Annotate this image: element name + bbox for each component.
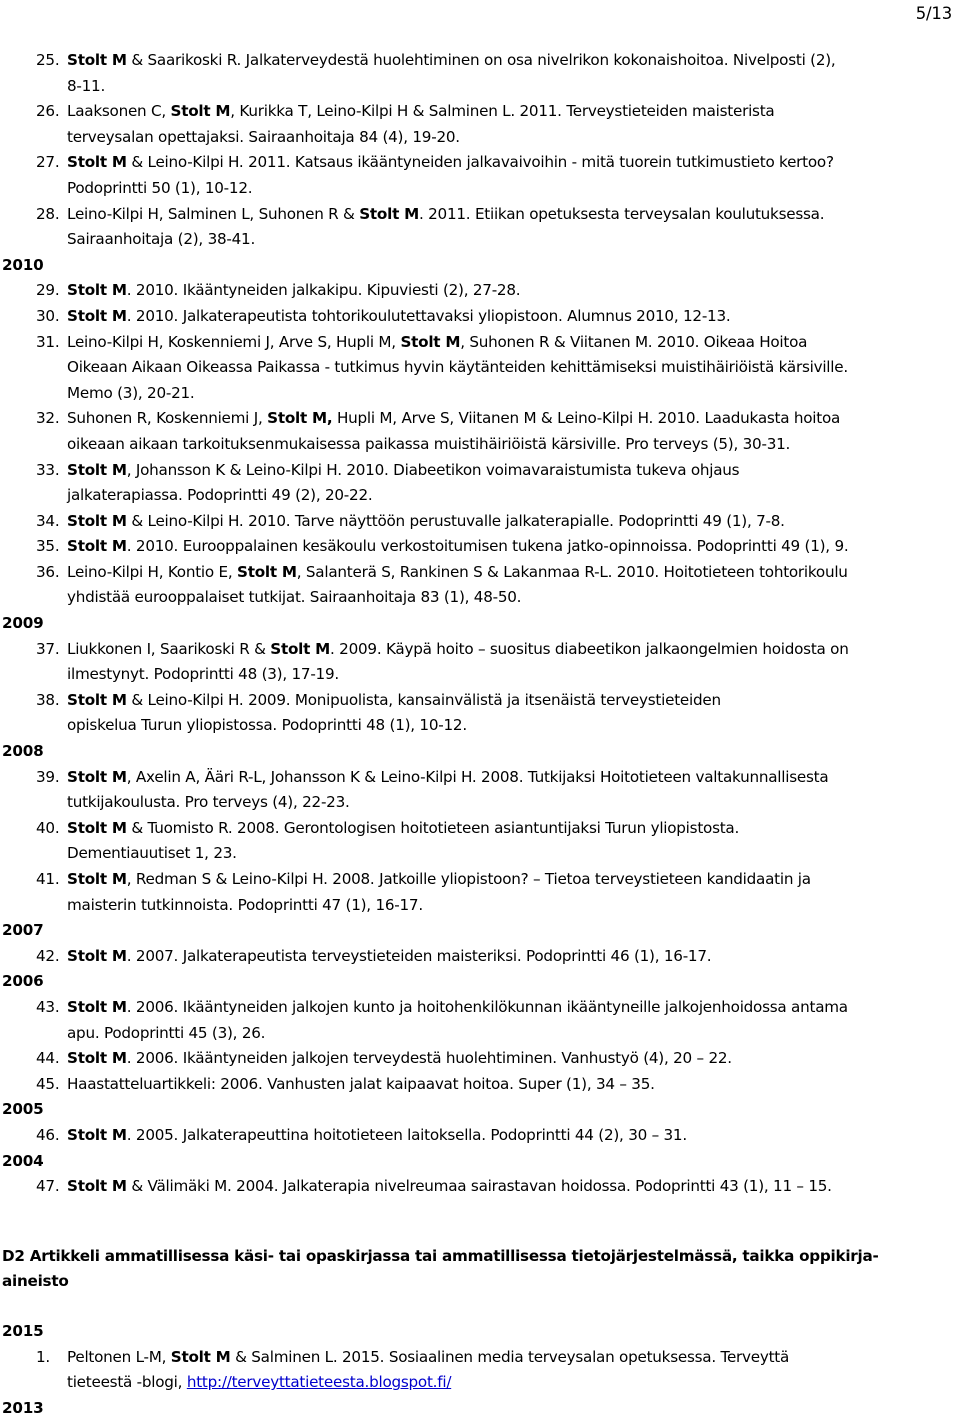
author-highlight: Stolt M [67, 818, 127, 837]
entry-text: maisterin tutkinnoista. Podoprintti 47 (1), 16-17. [67, 895, 423, 914]
author-highlight: Stolt M [67, 537, 127, 556]
entry-text: & Salminen L. 2015. Sosiaalinen media terveysalan opetuksessa. Terveyttä [230, 1347, 790, 1366]
entry-text: Suhonen R, Koskenniemi J, [67, 409, 268, 428]
author-highlight: Stolt M [67, 997, 127, 1016]
author-highlight: Stolt M [67, 690, 127, 709]
entry-number: 28. [36, 204, 60, 223]
entry-line [67, 662, 960, 688]
publication-entry [0, 534, 960, 560]
entry-text: Laaksonen C, [67, 102, 171, 121]
author-highlight: Stolt M, [267, 409, 333, 428]
entry-line [67, 432, 960, 458]
entry-number: 27. [36, 153, 60, 172]
entry-number: 30. [36, 306, 60, 325]
year-heading: 2015 [2, 1321, 44, 1340]
entry-text: & Leino-Kilpi H. 2011. Katsaus ikääntyneiden jalkavaivoihin - mitä tuorein tutkimustieto kertoo? [126, 153, 834, 172]
entry-number: 40. [36, 818, 60, 837]
author-highlight: Stolt M [67, 511, 127, 530]
entry-number: 44. [36, 1049, 60, 1068]
author-highlight: Stolt M [400, 332, 461, 351]
entry-line [67, 150, 960, 176]
entry-number: 25. [36, 51, 60, 69]
entry-line [67, 1072, 960, 1098]
entry-line [67, 355, 960, 381]
entry-line [67, 48, 960, 74]
entry-text: & Saarikoski R. Jalkaterveydestä huolehtiminen on osa nivelrikon kokonaishoitoa. Nivelposti (2), [126, 51, 836, 69]
entry-text: Peltonen L-M, [67, 1347, 171, 1366]
entry-text: Leino-Kilpi H, Kontio E, [67, 562, 238, 581]
entry-text: Sairaanhoitaja (2), 38-41. [67, 230, 256, 249]
entry-line [67, 790, 960, 816]
author-highlight: Stolt M [359, 204, 419, 223]
entry-line [67, 1174, 960, 1200]
author-highlight: Stolt M [270, 639, 331, 658]
entry-line [67, 406, 960, 432]
entry-text: . 2010. Ikääntyneiden jalkakipu. Kipuviesti (2), 27-28. [126, 281, 521, 300]
entry-number: 43. [36, 997, 60, 1016]
entry-text: . 2006. Ikääntyneiden jalkojen kunto ja hoitohenkilökunnan ikääntyneille jalkojenhoidossa antama [126, 997, 848, 1016]
author-highlight: Stolt M [170, 1347, 231, 1366]
author-highlight: Stolt M [67, 460, 127, 479]
entry-text: & Leino-Kilpi H. 2009. Monipuolista, kansainvälistä ja itsenäistä terveystieteiden [126, 690, 721, 709]
entry-number: 36. [36, 562, 60, 581]
entry-text: apu. Podoprintti 45 (3), 26. [67, 1023, 266, 1042]
page-number: 5/13 [915, 4, 952, 23]
entry-text: & Välimäki M. 2004. Jalkaterapia nivelreumaa sairastavan hoidossa. Podoprintti 43 (1), 11 – 15. [126, 1177, 832, 1196]
author-highlight: Stolt M [67, 767, 127, 786]
entry-text: . 2005. Jalkaterapeuttina hoitotieteen laitoksella. Podoprintti 44 (2), 30 – 31. [126, 1125, 687, 1144]
entry-text: , Kurikka T, Leino-Kilpi H & Salminen L. 2011. Terveystieteiden maisterista [230, 102, 775, 121]
publication-entry [0, 1345, 960, 1396]
entry-text: . 2011. Etiikan opetuksesta terveysalan koulutuksessa. [418, 204, 825, 223]
entry-number: 37. [36, 639, 60, 658]
entry-text: . 2006. Ikääntyneiden jalkojen terveydestä huolehtiminen. Vanhustyö (4), 20 – 22. [126, 1049, 732, 1068]
publication-entry [0, 330, 960, 407]
entry-text: tutkijakoulusta. Pro terveys (4), 22-23. [67, 793, 350, 812]
entry-line [67, 227, 960, 253]
entry-text: , Salanterä S, Rankinen S & Lakanmaa R-L. 2010. Hoitotieteen tohtorikoulu [296, 562, 848, 581]
entry-line [67, 278, 960, 304]
entry-text: , Suhonen R & Viitanen M. 2010. Oikeaa Hoitoa [460, 332, 808, 351]
entry-text: , Redman S & Leino-Kilpi H. 2008. Jatkoille yliopistoon? – Tietoa terveystieteen kandidaatin ja [126, 870, 811, 888]
entry-text: Oikeaan Aikaan Oikeassa Paikassa - tutkimus hyvin käytänteiden kehittämiseksi muistihäiriöistä kärsiville. [67, 358, 848, 377]
author-highlight: Stolt M [170, 102, 231, 121]
entry-text: . 2010. Eurooppalainen kesäkoulu verkostoitumisen tukena jatko-opinnoissa. Podoprintti 49 (1), 9. [126, 537, 849, 556]
entry-number: 46. [36, 1125, 60, 1144]
year-heading: 2007 [2, 921, 44, 940]
entry-line [67, 867, 960, 893]
entry-line [67, 1370, 960, 1396]
entry-text: tieteestä -blogi, [67, 1373, 187, 1392]
entry-line [67, 99, 960, 125]
publication-entry [0, 816, 960, 867]
author-highlight: Stolt M [67, 153, 127, 172]
entry-text: Hupli M, Arve S, Viitanen M & Leino-Kilpi H. 2010. Laadukasta hoitoa [332, 409, 841, 428]
entry-text: 8-11. [67, 76, 106, 95]
blog-link[interactable]: http://terveyttatieteesta.blogspot.fi/ [186, 1373, 452, 1392]
author-highlight: Stolt M [67, 306, 127, 325]
entry-line [67, 713, 960, 739]
entry-text: yhdistää eurooppalaiset tutkijat. Sairaanhoitaja 83 (1), 48-50. [67, 588, 522, 607]
entry-text: , Johansson K & Leino-Kilpi H. 2010. Diabeetikon voimavaraistumista tukeva ohjaus [126, 460, 740, 479]
entry-text: oikeaan aikaan tarkoituksenmukaisessa paikassa muistihäiriöistä kärsiville. Pro terveys (5), 30-31. [67, 434, 791, 453]
entry-text: Haastatteluartikkeli: 2006. Vanhusten jalat kaipaavat hoitoa. Super (1), 34 – 35. [67, 1074, 655, 1093]
entry-line [67, 944, 960, 970]
year-heading: 2006 [2, 972, 44, 991]
publication-entry [0, 202, 960, 253]
entry-number: 47. [36, 1177, 60, 1196]
entry-line [67, 74, 960, 100]
entry-text: terveysalan opettajaksi. Sairaanhoitaja 84 (4), 19-20. [67, 127, 460, 146]
publication-entry [0, 765, 960, 816]
publication-entry [0, 278, 960, 304]
entry-text: Memo (3), 20-21. [67, 383, 195, 402]
author-highlight: Stolt M [237, 562, 297, 581]
entry-text: Leino-Kilpi H, Salminen L, Suhonen R & [67, 204, 360, 223]
entry-text: & Leino-Kilpi H. 2010. Tarve näyttöön perustuvalle jalkaterapialle. Podoprintti 49 (1), 7-8. [126, 511, 785, 530]
entry-text: ilmestynyt. Podoprintti 48 (3), 17-19. [67, 665, 339, 684]
year-heading: 2013 [2, 1398, 44, 1417]
entry-text: & Tuomisto R. 2008. Gerontologisen hoitotieteen asiantuntijaksi Turun yliopistosta. [126, 818, 740, 837]
entry-text: Liukkonen I, Saarikoski R & [67, 639, 271, 658]
author-highlight: Stolt M [67, 946, 127, 965]
entry-line [67, 688, 960, 714]
entry-line [67, 458, 960, 484]
publication-entry [0, 995, 960, 1046]
publication-entry [0, 1072, 960, 1098]
publication-entry [0, 1174, 960, 1200]
entry-text: Leino-Kilpi H, Koskenniemi J, Arve S, Hupli M, [67, 332, 401, 351]
author-highlight: Stolt M [67, 281, 127, 300]
entry-number: 29. [36, 281, 60, 300]
publication-entry [0, 458, 960, 509]
entry-text: Dementiauutiset 1, 23. [67, 844, 237, 863]
entry-line [67, 125, 960, 151]
entry-number: 32. [36, 409, 60, 428]
entry-line [67, 637, 960, 663]
publication-entry [0, 944, 960, 970]
entry-line [67, 483, 960, 509]
publication-entry [0, 688, 960, 739]
entry-number: 41. [36, 870, 60, 888]
entry-line [67, 816, 960, 842]
publication-entry [0, 48, 960, 99]
entry-line [67, 534, 960, 560]
publication-entry [0, 304, 960, 330]
entry-number: 38. [36, 690, 60, 709]
entry-line [67, 1123, 960, 1149]
entry-line [67, 381, 960, 407]
author-highlight: Stolt M [67, 1125, 127, 1144]
entry-line [67, 1345, 960, 1371]
entry-line [67, 841, 960, 867]
year-heading: 2009 [2, 614, 44, 633]
entry-number: 26. [36, 102, 60, 121]
publication-entry [0, 509, 960, 535]
section-heading-line: aineisto [2, 1272, 69, 1291]
entry-text: jalkaterapiassa. Podoprintti 49 (2), 20-22. [67, 486, 373, 505]
publication-entry [0, 867, 960, 918]
entry-text: . 2010. Jalkaterapeutista tohtorikoulutettavaksi yliopistoon. Alumnus 2010, 12-13. [126, 306, 731, 325]
publication-entry [0, 1123, 960, 1149]
entry-text: Podoprintti 50 (1), 10-12. [67, 178, 253, 197]
year-heading: 2010 [2, 255, 44, 274]
entry-line [67, 176, 960, 202]
entry-line [67, 304, 960, 330]
entry-number: 45. [36, 1074, 60, 1093]
entry-line [67, 560, 960, 586]
entry-line [67, 330, 960, 356]
year-heading: 2008 [2, 742, 44, 761]
entry-line [67, 893, 960, 919]
entry-number: 1. [36, 1347, 50, 1366]
entry-line [67, 1046, 960, 1072]
publication-entry [0, 1046, 960, 1072]
entry-line [67, 765, 960, 791]
section-heading-line: D2 Artikkeli ammatillisessa käsi- tai opaskirjassa tai ammatillisessa tietojärjestelmässä, taikka oppikirja- [2, 1246, 879, 1265]
entry-line [67, 509, 960, 535]
section-heading [0, 1244, 960, 1295]
entry-number: 35. [36, 537, 60, 556]
entry-text: . 2007. Jalkaterapeutista terveystieteiden maisteriksi. Podoprintti 46 (1), 16-17. [126, 946, 712, 965]
publication-entry [0, 150, 960, 201]
publication-list [0, 48, 960, 1421]
entry-line [67, 585, 960, 611]
entry-text: . 2009. Käypä hoito – suositus diabeetikon jalkaongelmien hoidosta on [330, 639, 849, 658]
publication-entry [0, 99, 960, 150]
year-heading: 2005 [2, 1100, 44, 1119]
author-highlight: Stolt M [67, 1177, 127, 1196]
author-highlight: Stolt M [67, 51, 127, 69]
publication-entry [0, 637, 960, 688]
author-highlight: Stolt M [67, 1049, 127, 1068]
publication-entry [0, 406, 960, 457]
entry-number: 33. [36, 460, 60, 479]
entry-line [67, 202, 960, 228]
year-heading: 2004 [2, 1151, 44, 1170]
entry-text: , Axelin A, Ääri R-L, Johansson K & Leino-Kilpi H. 2008. Tutkijaksi Hoitotieteen valtakunnallisesta [126, 767, 829, 786]
entry-line [67, 1021, 960, 1047]
entry-number: 42. [36, 946, 60, 965]
entry-number: 34. [36, 511, 60, 530]
publication-entry [0, 560, 960, 611]
entry-number: 31. [36, 332, 60, 351]
entry-line [67, 995, 960, 1021]
entry-number: 39. [36, 767, 60, 786]
entry-text: opiskelua Turun yliopistossa. Podoprintti 48 (1), 10-12. [67, 716, 467, 735]
author-highlight: Stolt M [67, 870, 127, 888]
